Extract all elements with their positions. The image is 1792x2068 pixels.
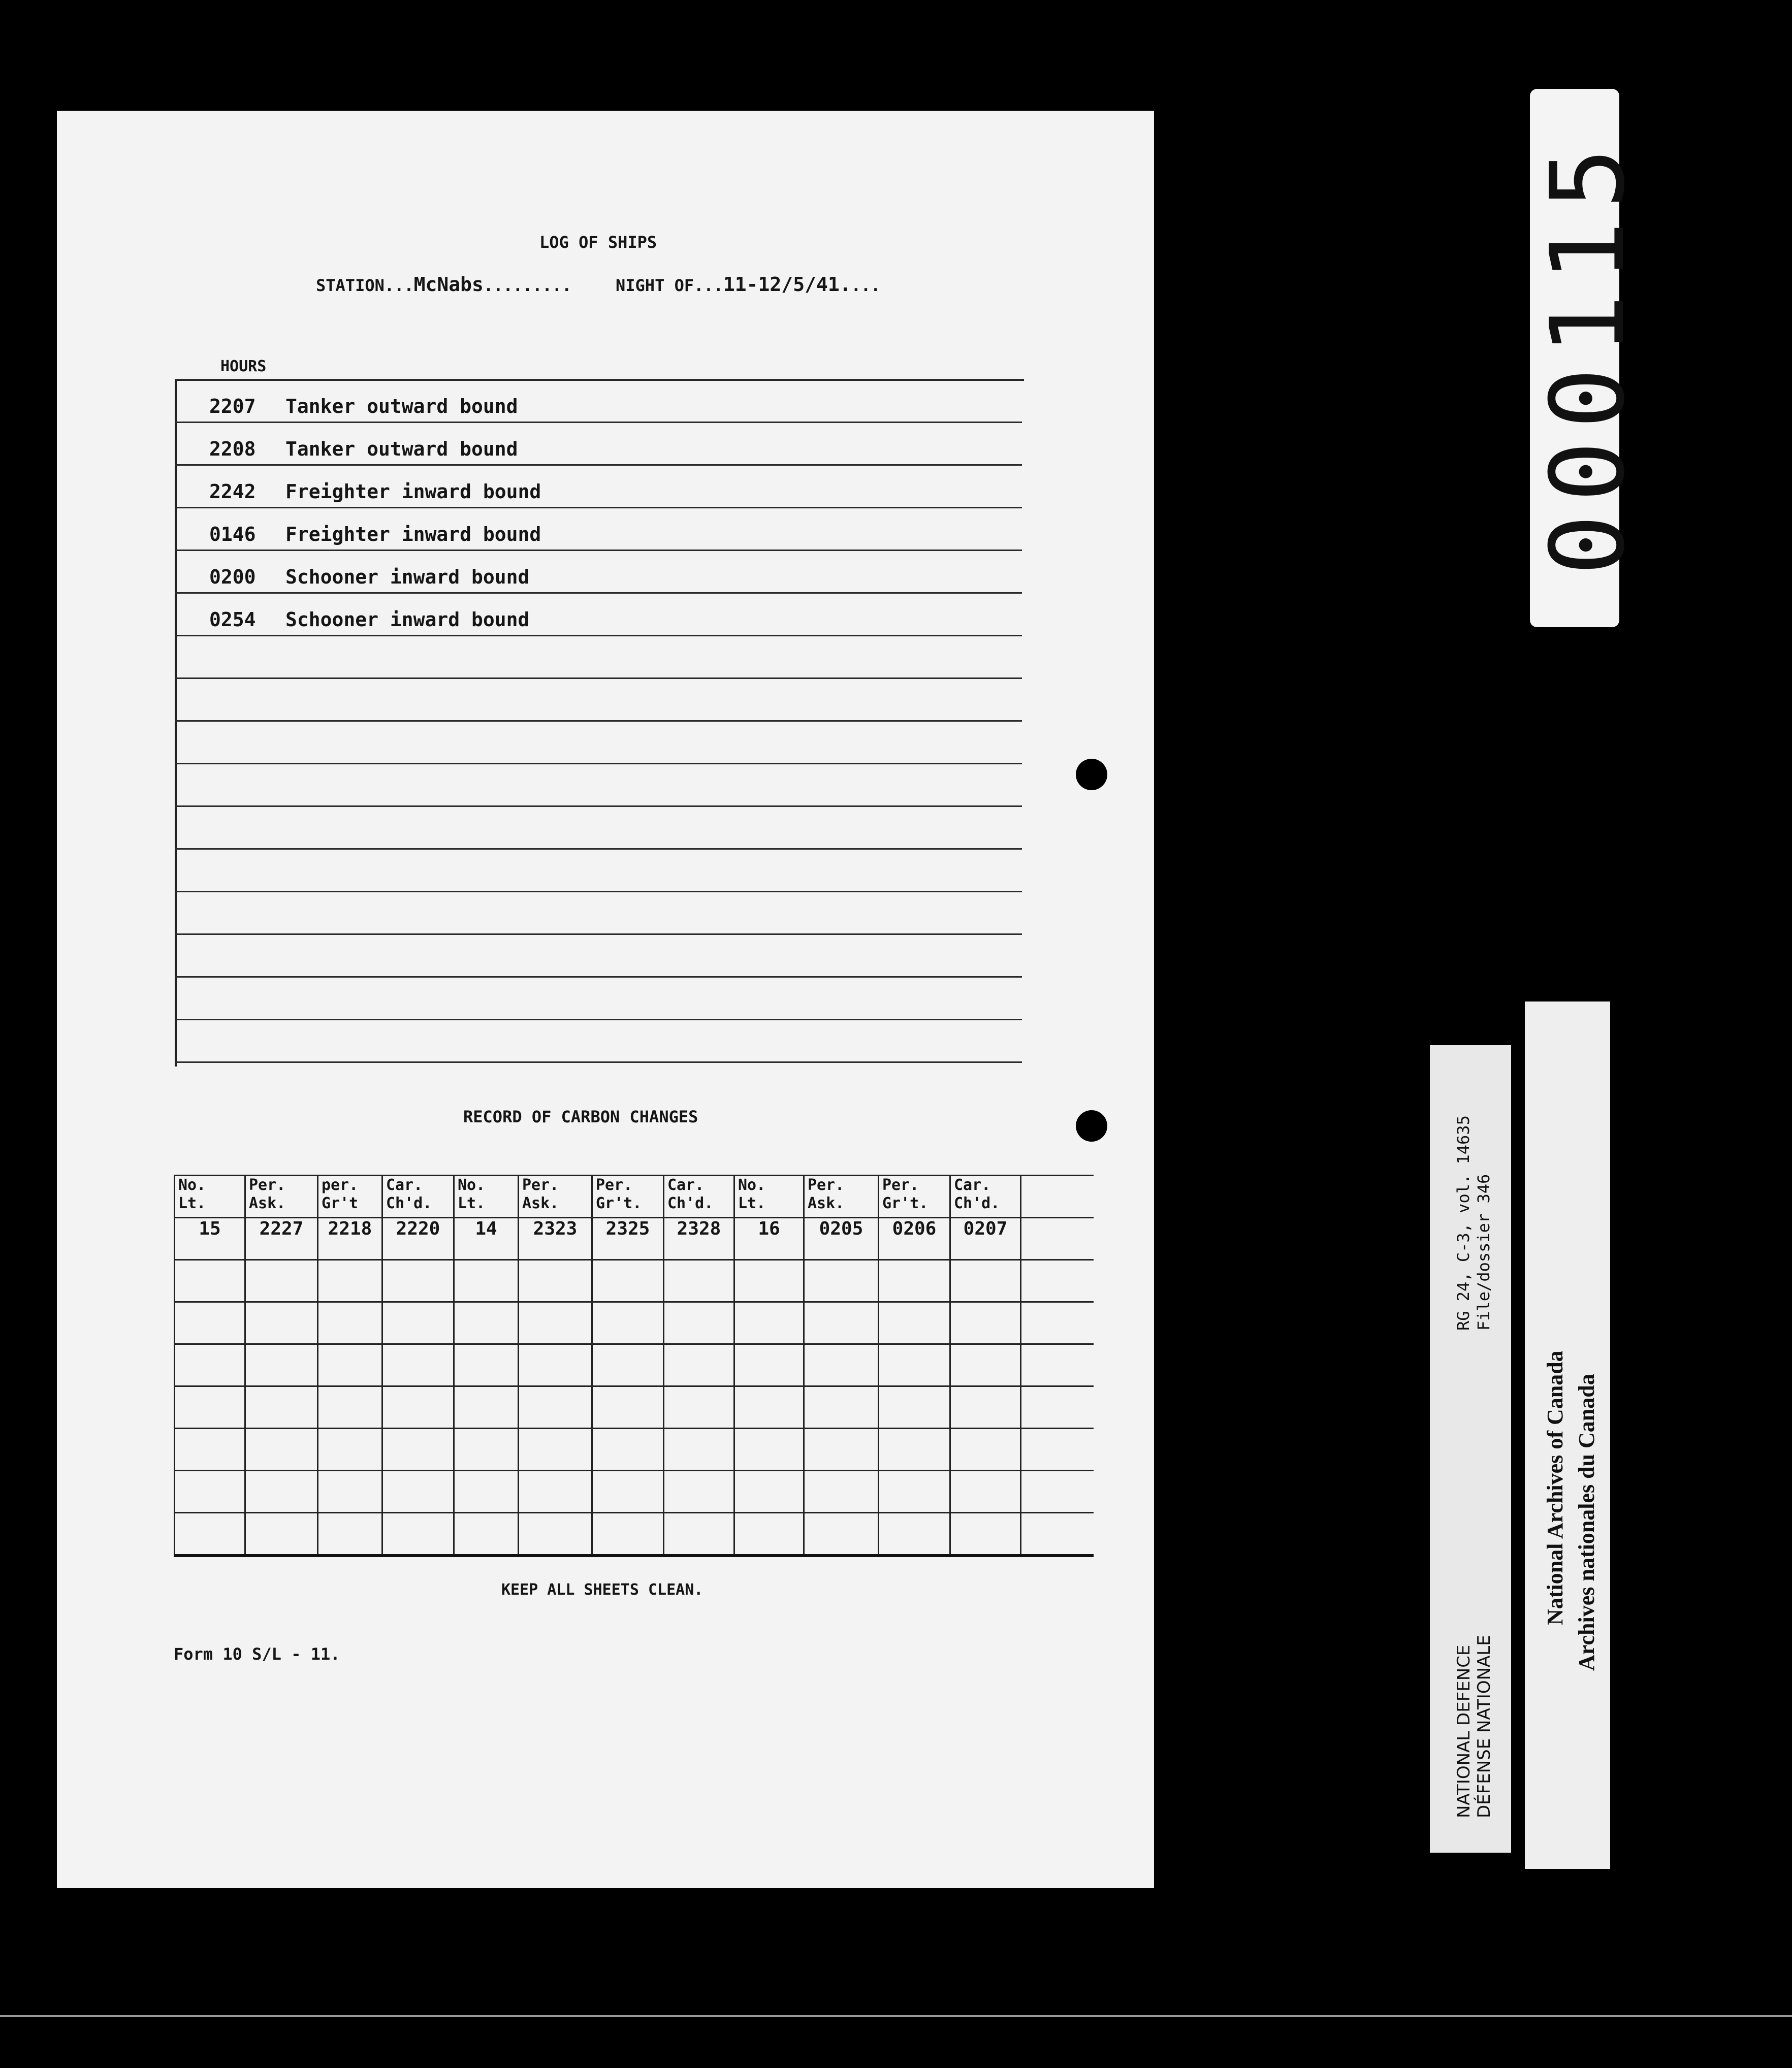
log-rule-line <box>175 976 1022 978</box>
carbon-row <box>175 1260 1094 1302</box>
carbon-cell: 2323 <box>519 1218 592 1260</box>
defence-line-2: DÉFENSE NATIONALE <box>1474 1635 1494 1818</box>
carbon-cell <box>175 1513 245 1556</box>
carbon-cell: 16 <box>734 1218 804 1260</box>
carbon-cell <box>804 1260 879 1302</box>
carbon-cell <box>382 1260 454 1302</box>
night-label: NIGHT OF <box>616 276 694 295</box>
log-entry-text: Freighter inward bound <box>285 480 541 503</box>
carbon-cell <box>804 1386 879 1429</box>
carbon-cell <box>175 1302 245 1344</box>
carbon-cell <box>664 1513 734 1556</box>
carbon-table <box>174 1175 1094 1557</box>
carbon-cell <box>245 1429 318 1471</box>
carbon-cell <box>664 1429 734 1471</box>
carbon-blank-cell <box>1021 1429 1094 1471</box>
carbon-cell <box>592 1386 664 1429</box>
carbon-cell <box>950 1344 1021 1386</box>
log-rule-line <box>175 379 1022 380</box>
carbon-cell <box>382 1344 454 1386</box>
carbon-header-line: Per. <box>882 1176 919 1194</box>
carbon-cell: 0206 <box>879 1218 950 1260</box>
carbon-column-header <box>318 1176 382 1218</box>
carbon-blank-cell <box>1021 1386 1094 1429</box>
carbon-header-line: Lt. <box>458 1194 486 1212</box>
carbon-header-line: Per. <box>808 1176 845 1194</box>
carbon-cell <box>245 1260 318 1302</box>
carbon-column-header <box>592 1176 664 1218</box>
carbon-cell <box>592 1513 664 1556</box>
carbon-cell <box>734 1513 804 1556</box>
log-rule-line <box>175 507 1022 508</box>
carbon-cell <box>734 1386 804 1429</box>
log-entry-time: 0200 <box>209 566 256 588</box>
carbon-cell <box>804 1344 879 1386</box>
form-number: Form 10 S/L - 11. <box>174 1644 340 1664</box>
carbon-cell <box>734 1344 804 1386</box>
carbon-row <box>175 1302 1094 1344</box>
carbon-cell <box>664 1302 734 1344</box>
carbon-cell <box>318 1513 382 1556</box>
carbon-cell <box>454 1302 519 1344</box>
carbon-cell <box>592 1471 664 1513</box>
carbon-cell <box>519 1471 592 1513</box>
carbon-header-line: Car. <box>954 1176 991 1194</box>
carbon-row <box>175 1429 1094 1471</box>
carbon-header-line: Car. <box>386 1176 423 1194</box>
carbon-cell <box>454 1429 519 1471</box>
carbon-cell <box>175 1260 245 1302</box>
reference-line-1: RG 24, C-3, vol. 14635 <box>1454 1115 1473 1331</box>
carbon-blank-cell <box>1021 1302 1094 1344</box>
carbon-header-line: Per. <box>522 1176 559 1194</box>
carbon-cell: 2227 <box>245 1218 318 1260</box>
log-entry <box>209 523 541 545</box>
carbon-cell <box>879 1386 950 1429</box>
carbon-cell: 0207 <box>950 1218 1021 1260</box>
carbon-cell <box>879 1471 950 1513</box>
carbon-row <box>175 1218 1094 1260</box>
carbon-cell <box>175 1471 245 1513</box>
carbon-cell <box>950 1513 1021 1556</box>
carbon-cell <box>879 1260 950 1302</box>
carbon-column-header <box>879 1176 950 1218</box>
carbon-cell <box>664 1386 734 1429</box>
carbon-column-header <box>382 1176 454 1218</box>
carbon-header-line: Per. <box>596 1176 633 1194</box>
log-entry <box>209 438 518 460</box>
carbon-cell <box>879 1302 950 1344</box>
carbon-header-line: Per. <box>249 1176 286 1194</box>
carbon-cell: 2218 <box>318 1218 382 1260</box>
carbon-column-header <box>245 1176 318 1218</box>
carbon-column-header <box>519 1176 592 1218</box>
frame-number: 000115 <box>1529 135 1647 576</box>
carbon-cell <box>734 1302 804 1344</box>
log-entry-time: 2242 <box>209 480 256 503</box>
carbon-cell <box>454 1260 519 1302</box>
hours-label: HOURS <box>220 358 267 375</box>
carbon-cell <box>950 1429 1021 1471</box>
carbon-cell: 2220 <box>382 1218 454 1260</box>
carbon-cell <box>950 1260 1021 1302</box>
footer-note: KEEP ALL SHEETS CLEAN. <box>501 1581 703 1599</box>
carbon-cell <box>245 1471 318 1513</box>
punch-hole <box>1076 1110 1107 1142</box>
carbon-header-line: Gr't. <box>596 1194 642 1212</box>
carbon-cell <box>519 1344 592 1386</box>
carbon-cell <box>664 1471 734 1513</box>
carbon-row <box>175 1386 1094 1429</box>
carbon-cell <box>318 1386 382 1429</box>
carbon-blank-cell <box>1021 1513 1094 1556</box>
carbon-header-line: Ch'd. <box>667 1194 714 1212</box>
carbon-cell <box>175 1386 245 1429</box>
carbon-header-line: Ask. <box>522 1194 559 1212</box>
carbon-cell <box>804 1471 879 1513</box>
carbon-cell <box>592 1260 664 1302</box>
carbon-cell <box>804 1429 879 1471</box>
bottom-rule <box>0 2015 1792 2017</box>
station-value: McNabs <box>413 273 484 296</box>
carbon-cell <box>454 1513 519 1556</box>
carbon-cell <box>382 1302 454 1344</box>
archives-line-2: Archives nationales du Canada <box>1574 1374 1599 1671</box>
carbon-cell <box>519 1429 592 1471</box>
carbon-cell <box>950 1471 1021 1513</box>
carbon-cell <box>382 1513 454 1556</box>
carbon-header-line: Lt. <box>178 1194 206 1212</box>
carbon-cell <box>318 1302 382 1344</box>
carbon-cell <box>454 1344 519 1386</box>
carbon-header-line: Lt. <box>738 1194 766 1212</box>
station-label: STATION <box>316 276 385 295</box>
archives-line-1: National Archives of Canada <box>1543 1350 1567 1625</box>
carbon-cell: 2325 <box>592 1218 664 1260</box>
carbon-column-header <box>664 1176 734 1218</box>
log-entry-time: 2208 <box>209 438 256 460</box>
carbon-cell <box>245 1386 318 1429</box>
carbon-cell <box>950 1302 1021 1344</box>
carbon-cell <box>175 1429 245 1471</box>
night-line: NIGHT OF...11-12/5/41.... <box>616 273 881 296</box>
carbon-cell <box>664 1344 734 1386</box>
log-rule-line <box>175 848 1022 850</box>
carbon-cell <box>950 1386 1021 1429</box>
carbon-row <box>175 1344 1094 1386</box>
log-rule-line <box>175 763 1022 764</box>
carbon-column-header <box>734 1176 804 1218</box>
carbon-cell <box>519 1386 592 1429</box>
log-entry-text: Schooner inward bound <box>285 566 530 588</box>
carbon-cell: 15 <box>175 1218 245 1260</box>
carbon-header-line: Gr't <box>322 1194 359 1212</box>
carbon-cell <box>734 1429 804 1471</box>
carbon-column-header <box>804 1176 879 1218</box>
carbon-blank-header <box>1021 1176 1094 1218</box>
carbon-cell: 2328 <box>664 1218 734 1260</box>
log-rule-line <box>175 422 1022 423</box>
log-rule-line <box>175 592 1022 594</box>
log-entry <box>209 395 518 417</box>
carbon-cell <box>382 1471 454 1513</box>
carbon-row <box>175 1471 1094 1513</box>
document-title: LOG OF SHIPS <box>539 233 657 252</box>
carbon-cell <box>519 1302 592 1344</box>
reference-line-2: File/dossier 346 <box>1474 1174 1493 1331</box>
carbon-cell <box>382 1429 454 1471</box>
log-rule-line <box>175 677 1022 679</box>
log-entry-text: Freighter inward bound <box>285 523 541 545</box>
carbon-cell: 0205 <box>804 1218 879 1260</box>
carbon-cell <box>245 1513 318 1556</box>
carbon-cell <box>318 1260 382 1302</box>
log-entry-time: 0254 <box>209 608 256 631</box>
carbon-cell <box>382 1386 454 1429</box>
carbon-header-line: No. <box>178 1176 206 1194</box>
carbon-cell <box>519 1260 592 1302</box>
log-rule-line <box>175 891 1022 892</box>
log-entry <box>209 480 541 503</box>
carbon-header-line: Ch'd. <box>386 1194 432 1212</box>
carbon-header-line: Ch'd. <box>954 1194 1000 1212</box>
carbon-cell <box>454 1386 519 1429</box>
log-entry-text: Tanker outward bound <box>285 438 518 460</box>
carbon-cell <box>879 1344 950 1386</box>
carbon-header-line: No. <box>738 1176 766 1194</box>
defence-line-1: NATIONAL DEFENCE <box>1454 1644 1474 1818</box>
carbon-cell <box>664 1260 734 1302</box>
carbon-cell <box>734 1471 804 1513</box>
log-rule-line <box>175 805 1022 807</box>
carbon-row <box>175 1513 1094 1556</box>
carbon-column-header <box>454 1176 519 1218</box>
carbon-cell <box>804 1513 879 1556</box>
log-rule-line <box>175 1019 1022 1020</box>
log-rule-line <box>175 720 1022 722</box>
carbon-cell <box>592 1302 664 1344</box>
carbon-blank-cell <box>1021 1218 1094 1260</box>
log-rule-line <box>175 635 1022 636</box>
log-entry <box>209 608 529 631</box>
log-sheet <box>57 111 1154 1888</box>
carbon-header-line: Gr't. <box>882 1194 929 1212</box>
log-rule-line <box>175 550 1022 551</box>
log-entry-time: 0146 <box>209 523 256 545</box>
log-entry-text: Schooner inward bound <box>285 608 530 631</box>
log-rule-line <box>175 933 1022 935</box>
punch-hole <box>1076 759 1107 790</box>
carbon-header-line: Car. <box>667 1176 705 1194</box>
log-entry-text: Tanker outward bound <box>285 395 518 417</box>
carbon-title: RECORD OF CARBON CHANGES <box>463 1107 698 1126</box>
carbon-column-header <box>175 1176 245 1218</box>
carbon-cell <box>804 1302 879 1344</box>
carbon-cell <box>879 1429 950 1471</box>
log-rule-line <box>175 464 1022 466</box>
carbon-header-row <box>175 1176 1094 1218</box>
carbon-cell <box>318 1344 382 1386</box>
log-entry <box>209 566 529 588</box>
carbon-header-line: Ask. <box>249 1194 286 1212</box>
log-entry-time: 2207 <box>209 395 256 417</box>
carbon-column-header <box>950 1176 1021 1218</box>
carbon-cell <box>245 1344 318 1386</box>
carbon-cell <box>175 1344 245 1386</box>
log-rule-line <box>175 1061 1022 1063</box>
carbon-cell <box>734 1260 804 1302</box>
carbon-header-line: per. <box>322 1176 359 1194</box>
carbon-cell: 14 <box>454 1218 519 1260</box>
carbon-blank-cell <box>1021 1260 1094 1302</box>
carbon-cell <box>879 1513 950 1556</box>
carbon-cell <box>245 1302 318 1344</box>
carbon-cell <box>592 1429 664 1471</box>
night-value: 11-12/5/41. <box>723 273 851 296</box>
station-line: STATION...McNabs......... <box>316 273 572 296</box>
carbon-cell <box>454 1471 519 1513</box>
carbon-cell <box>592 1344 664 1386</box>
carbon-blank-cell <box>1021 1344 1094 1386</box>
carbon-header-line: Ask. <box>808 1194 845 1212</box>
carbon-header-line: No. <box>458 1176 486 1194</box>
carbon-blank-cell <box>1021 1471 1094 1513</box>
carbon-cell <box>318 1429 382 1471</box>
carbon-cell <box>519 1513 592 1556</box>
carbon-cell <box>318 1471 382 1513</box>
